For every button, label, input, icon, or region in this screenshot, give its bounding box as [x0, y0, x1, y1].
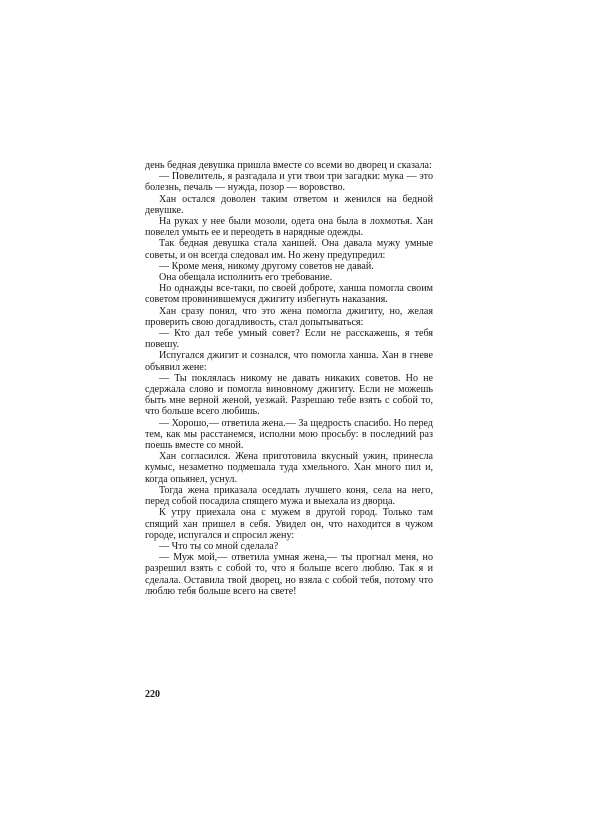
paragraph: — Что ты со мной сделала? — [159, 540, 279, 552]
story-text — [145, 160, 433, 597]
paragraph: — Хорошо,— ответила жена.— За щедрость спасибо. Но перед тем, как мы расстанемся, исполни мою просьбу: в последний раз поешь вместе со мной. — [145, 417, 433, 452]
paragraph: Испугался джигит и сознался, что помогла ханша. Хан в гневе объявил жене: — [145, 350, 433, 373]
paragraph: — Кроме меня, никому другому советов не давай. — [159, 260, 374, 272]
paragraph: — Муж мой,— ответила умная жена,— ты прогнал меня, но разрешил взять с собой то, что я больше всего люблю. Так я и сделала. Оставила твой дворец, но взяла с собой тебя, потому что люблю тебя больше всего на свете! — [145, 552, 433, 597]
paragraph: Тогда жена приказала оседлать лучшего коня, села на него, перед собой посадила спящего мужа и выехала из дворца. — [145, 484, 433, 508]
paragraph: К утру приехала она с мужем в другой город. Только там спящий хан пришел в себя. Увидел он, что находится в чужом городе, испугался и спросил жену: — [145, 507, 433, 541]
paragraph: — Ты поклялась никому не давать никаких советов. Но не сдержала слово и помогла виновному джигиту. Если не можешь быть мне верной женой, уезжай. Разрешаю тебе взять с собой то, что больше всего любишь. — [145, 372, 433, 418]
paragraph: Хан сразу понял, что это жена помогла джигиту, но, желая проверить свою догадливость, стал допытываться: — [145, 305, 433, 328]
paragraph: Она обещала исполнить его требование. — [159, 272, 333, 284]
paragraph: день бедная девушка пришла вместе со всеми во дворец и сказала: — [145, 160, 432, 171]
paragraph: Так бедная девушка стала ханшей. Она давала мужу умные советы, и он всегда следовал им. Но жену предупредил: — [145, 238, 433, 261]
paragraph: На руках у нее были мозоли, одета она была в лохмотья. Хан повелел умыть ее и переодеть в нарядные одежды. — [145, 216, 433, 239]
paragraph: Хан остался доволен таким ответом и женился на бедной девушке. — [145, 193, 433, 216]
page-number: 220 — [145, 689, 160, 700]
paragraph: Хан согласился. Жена приготовила вкусный ужин, принесла кумыс, незаметно подмешала туда хмельного. Хан много пил и, когда опьянел, уснул. — [145, 451, 433, 485]
paragraph: — Повелитель, я разгадала и уги твои три загадки: мука — это болезнь, печаль — нужда, позор — воровство. — [145, 171, 433, 194]
paragraph: — Кто дал тебе умный совет? Если не расскажешь, я тебя повешу. — [145, 328, 433, 351]
paragraph: Но однажды все-таки, по своей доброте, ханша помогла своим советом провинившемуся джигиту избегнуть наказания. — [145, 283, 433, 306]
